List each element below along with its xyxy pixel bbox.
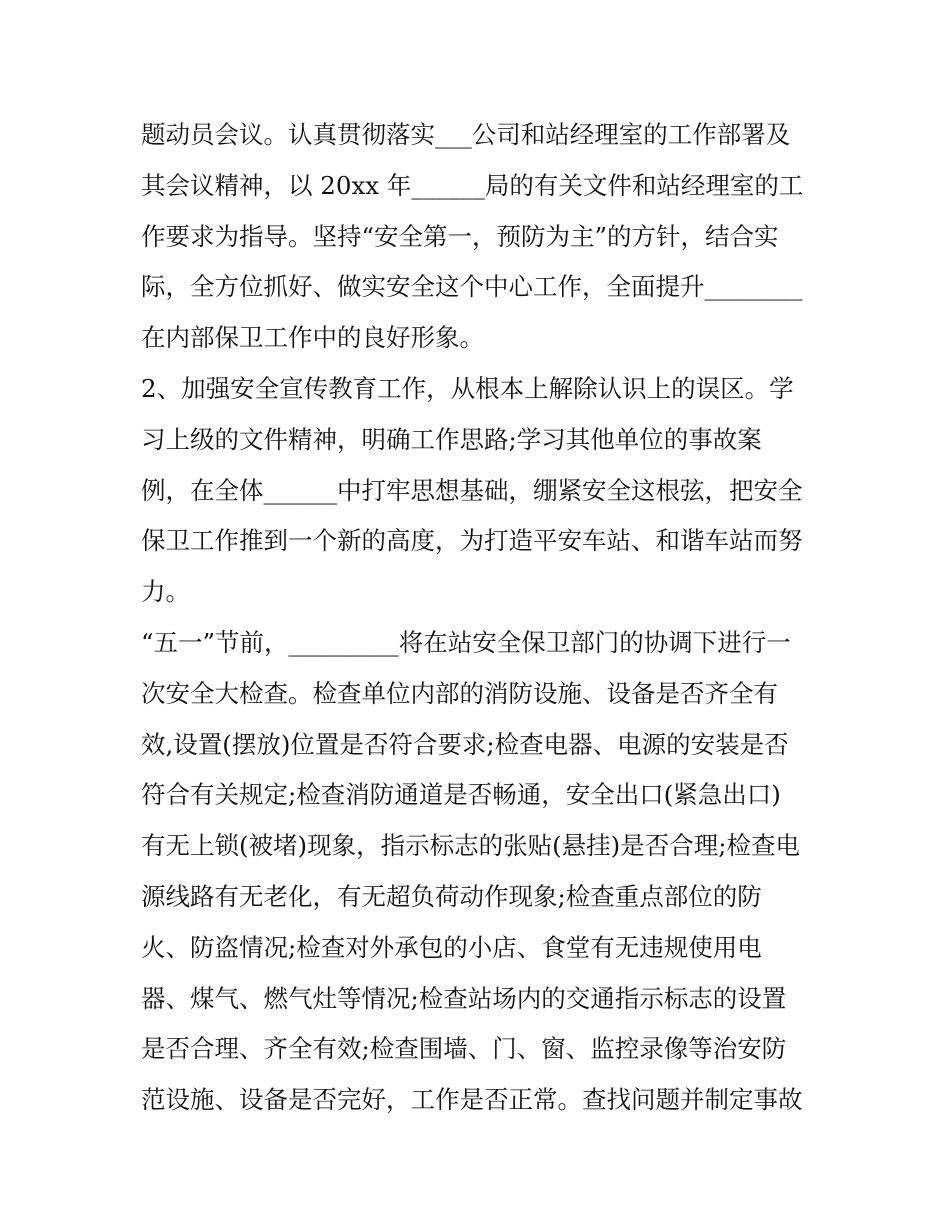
text-line: 例，在全体______中打牢思想基础，绷紧安全这根弦，把安全	[141, 475, 803, 505]
text-line: 源线路有无老化，有无超负荷动作现象;检查重点部位的防	[141, 881, 762, 911]
text-line: 2、加强安全宣传教育工作，从根本上解除认识上的误区。学	[141, 373, 794, 403]
text-line: 次安全大检查。检查单位内部的消防设施、设备是否齐全有	[141, 678, 778, 708]
body-text	[141, 110, 821, 1126]
text-line: 器、煤气、燃气灶等情况;检查站场内的交通指示标志的设置	[141, 983, 787, 1013]
text-line: 习上级的文件精神，明确工作思路;学习其他单位的事故案	[141, 424, 762, 454]
text-line: 是否合理、齐全有效;检查围墙、门、窗、监控录像等治安防	[141, 1034, 787, 1064]
text-line: 符合有关规定;检查消防通道是否畅通，安全出口(紧急出口)	[141, 780, 781, 810]
text-line: 题动员会议。认真贯彻落实___公司和站经理室的工作部署及	[141, 120, 791, 149]
text-line: 际，全方位抓好、做实安全这个中心工作，全面提升________	[141, 272, 803, 302]
text-line: 在内部保卫工作中的良好形象。	[141, 323, 484, 353]
text-line: 火、防盗情况;检查对外承包的小店、食堂有无违规使用电	[141, 932, 762, 962]
text-line: 其会议精神，以 20xx 年______局的有关文件和站经理室的工	[141, 170, 804, 200]
text-line: 力。	[141, 577, 190, 607]
text-line: 效,设置(摆放)位置是否符合要求;检查电器、电源的安装是否	[141, 729, 789, 759]
text-line: 范设施、设备是否完好，工作是否正常。查找问题并制定事故	[141, 1085, 803, 1115]
text-line: 有无上锁(被堵)现象，指示标志的张贴(悬挂)是否合理;检查电	[141, 831, 800, 861]
text-line: 作要求为指导。坚持“安全第一，预防为主”的方针，结合实	[141, 221, 779, 251]
text-line: “五一”节前，_________将在站安全保卫部门的协调下进行一	[141, 627, 791, 657]
text-line: 保卫工作推到一个新的高度，为打造平安车站、和谐车站而努	[141, 526, 803, 556]
